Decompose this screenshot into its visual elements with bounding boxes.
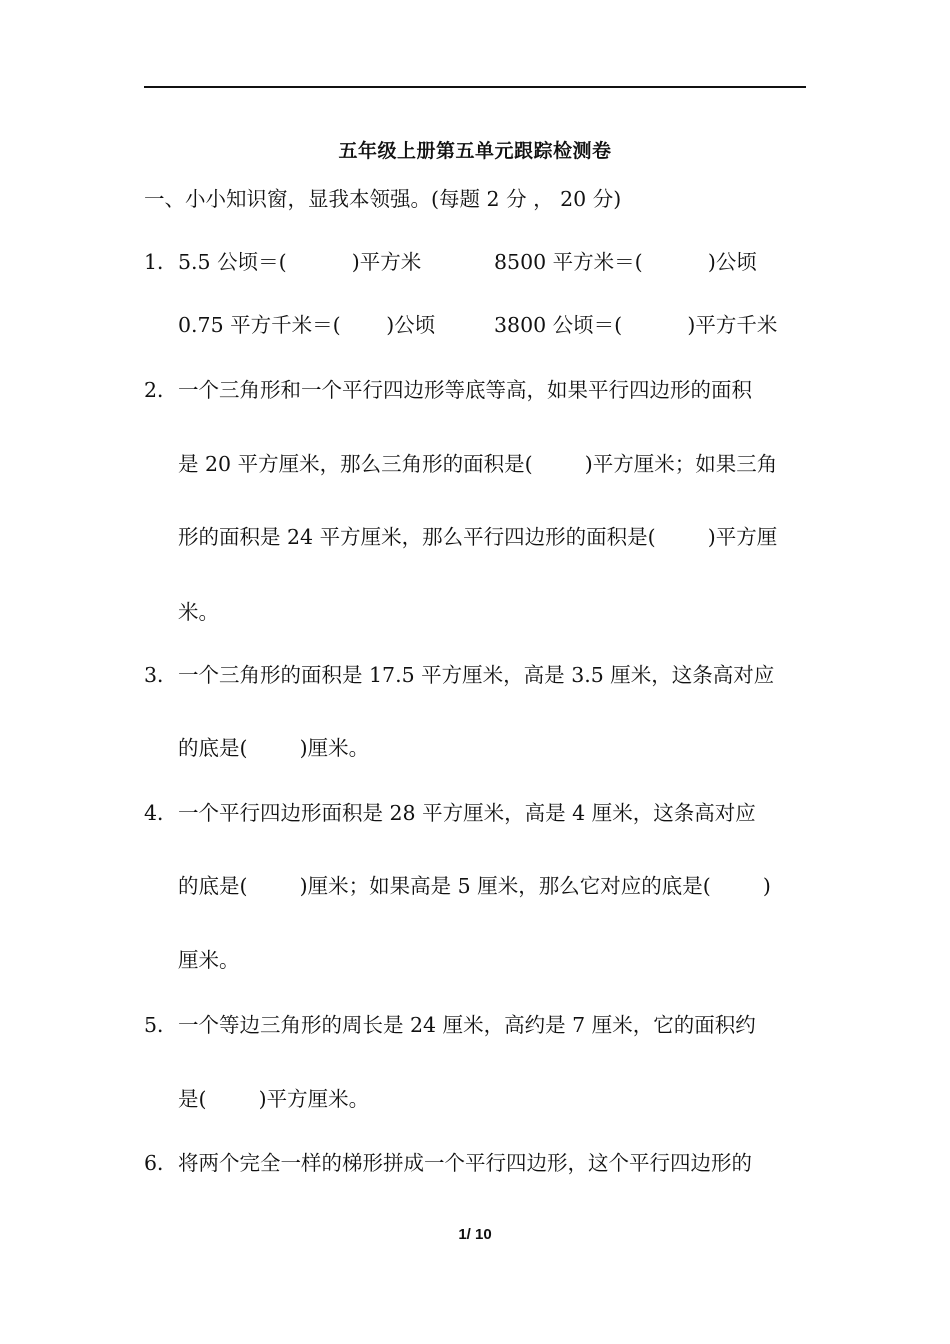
question-number: 6．: [144, 1151, 178, 1175]
question-6: [144, 1149, 752, 1177]
section-heading: 一、小小知识窗，显我本领强。(每题 2 分 ， 20 分): [144, 187, 622, 211]
question-text: 形的面积是 24 平方厘米，那么平行四边形的面积是( )平方厘: [178, 525, 778, 549]
question-text: 5.5 公顷＝( )平方米: [178, 250, 422, 274]
question-number: 5．: [144, 1013, 178, 1037]
question-text: 一个三角形和一个平行四边形等底等高，如果平行四边形的面积: [178, 378, 752, 402]
question-1: [144, 248, 421, 276]
question-3: [144, 661, 774, 689]
question-text: 是( )平方厘米。: [178, 1087, 370, 1111]
page-number: 1/ 10: [458, 1226, 492, 1243]
question-text: 厘米。: [178, 948, 240, 972]
question-number: 1．: [144, 250, 178, 274]
question-text: 0.75 平方千米＝( )公顷: [178, 313, 436, 337]
question-number: 2．: [144, 378, 178, 402]
question-text: 米。: [178, 600, 219, 624]
question-text: 将两个完全一样的梯形拼成一个平行四边形，这个平行四边形的: [178, 1151, 752, 1175]
page-title: 五年级上册第五单元跟踪检测卷: [338, 140, 612, 162]
question-text: 一个等边三角形的周长是 24 厘米，高约是 7 厘米，它的面积约: [178, 1013, 756, 1037]
question-text: 一个三角形的面积是 17.5 平方厘米，高是 3.5 厘米，这条高对应: [178, 663, 775, 687]
question-5: [144, 1011, 756, 1039]
question-text: 一个平行四边形面积是 28 平方厘米，高是 4 厘米，这条高对应: [178, 801, 756, 825]
question-number: 3．: [144, 663, 178, 687]
question-text: 的底是( )厘米；如果高是 5 厘米，那么它对应的底是( ): [178, 874, 771, 898]
question-text: 8500 平方米＝( )公顷: [494, 250, 757, 274]
question-number: 4．: [144, 801, 178, 825]
header-rule: [144, 86, 806, 88]
question-text: 3800 公顷＝( )平方千米: [494, 313, 778, 337]
question-text: 的底是( )厘米。: [178, 736, 370, 760]
question-4: [144, 799, 756, 827]
question-text: 是 20 平方厘米，那么三角形的面积是( )平方厘米；如果三角: [178, 452, 778, 476]
question-2: [144, 376, 752, 404]
